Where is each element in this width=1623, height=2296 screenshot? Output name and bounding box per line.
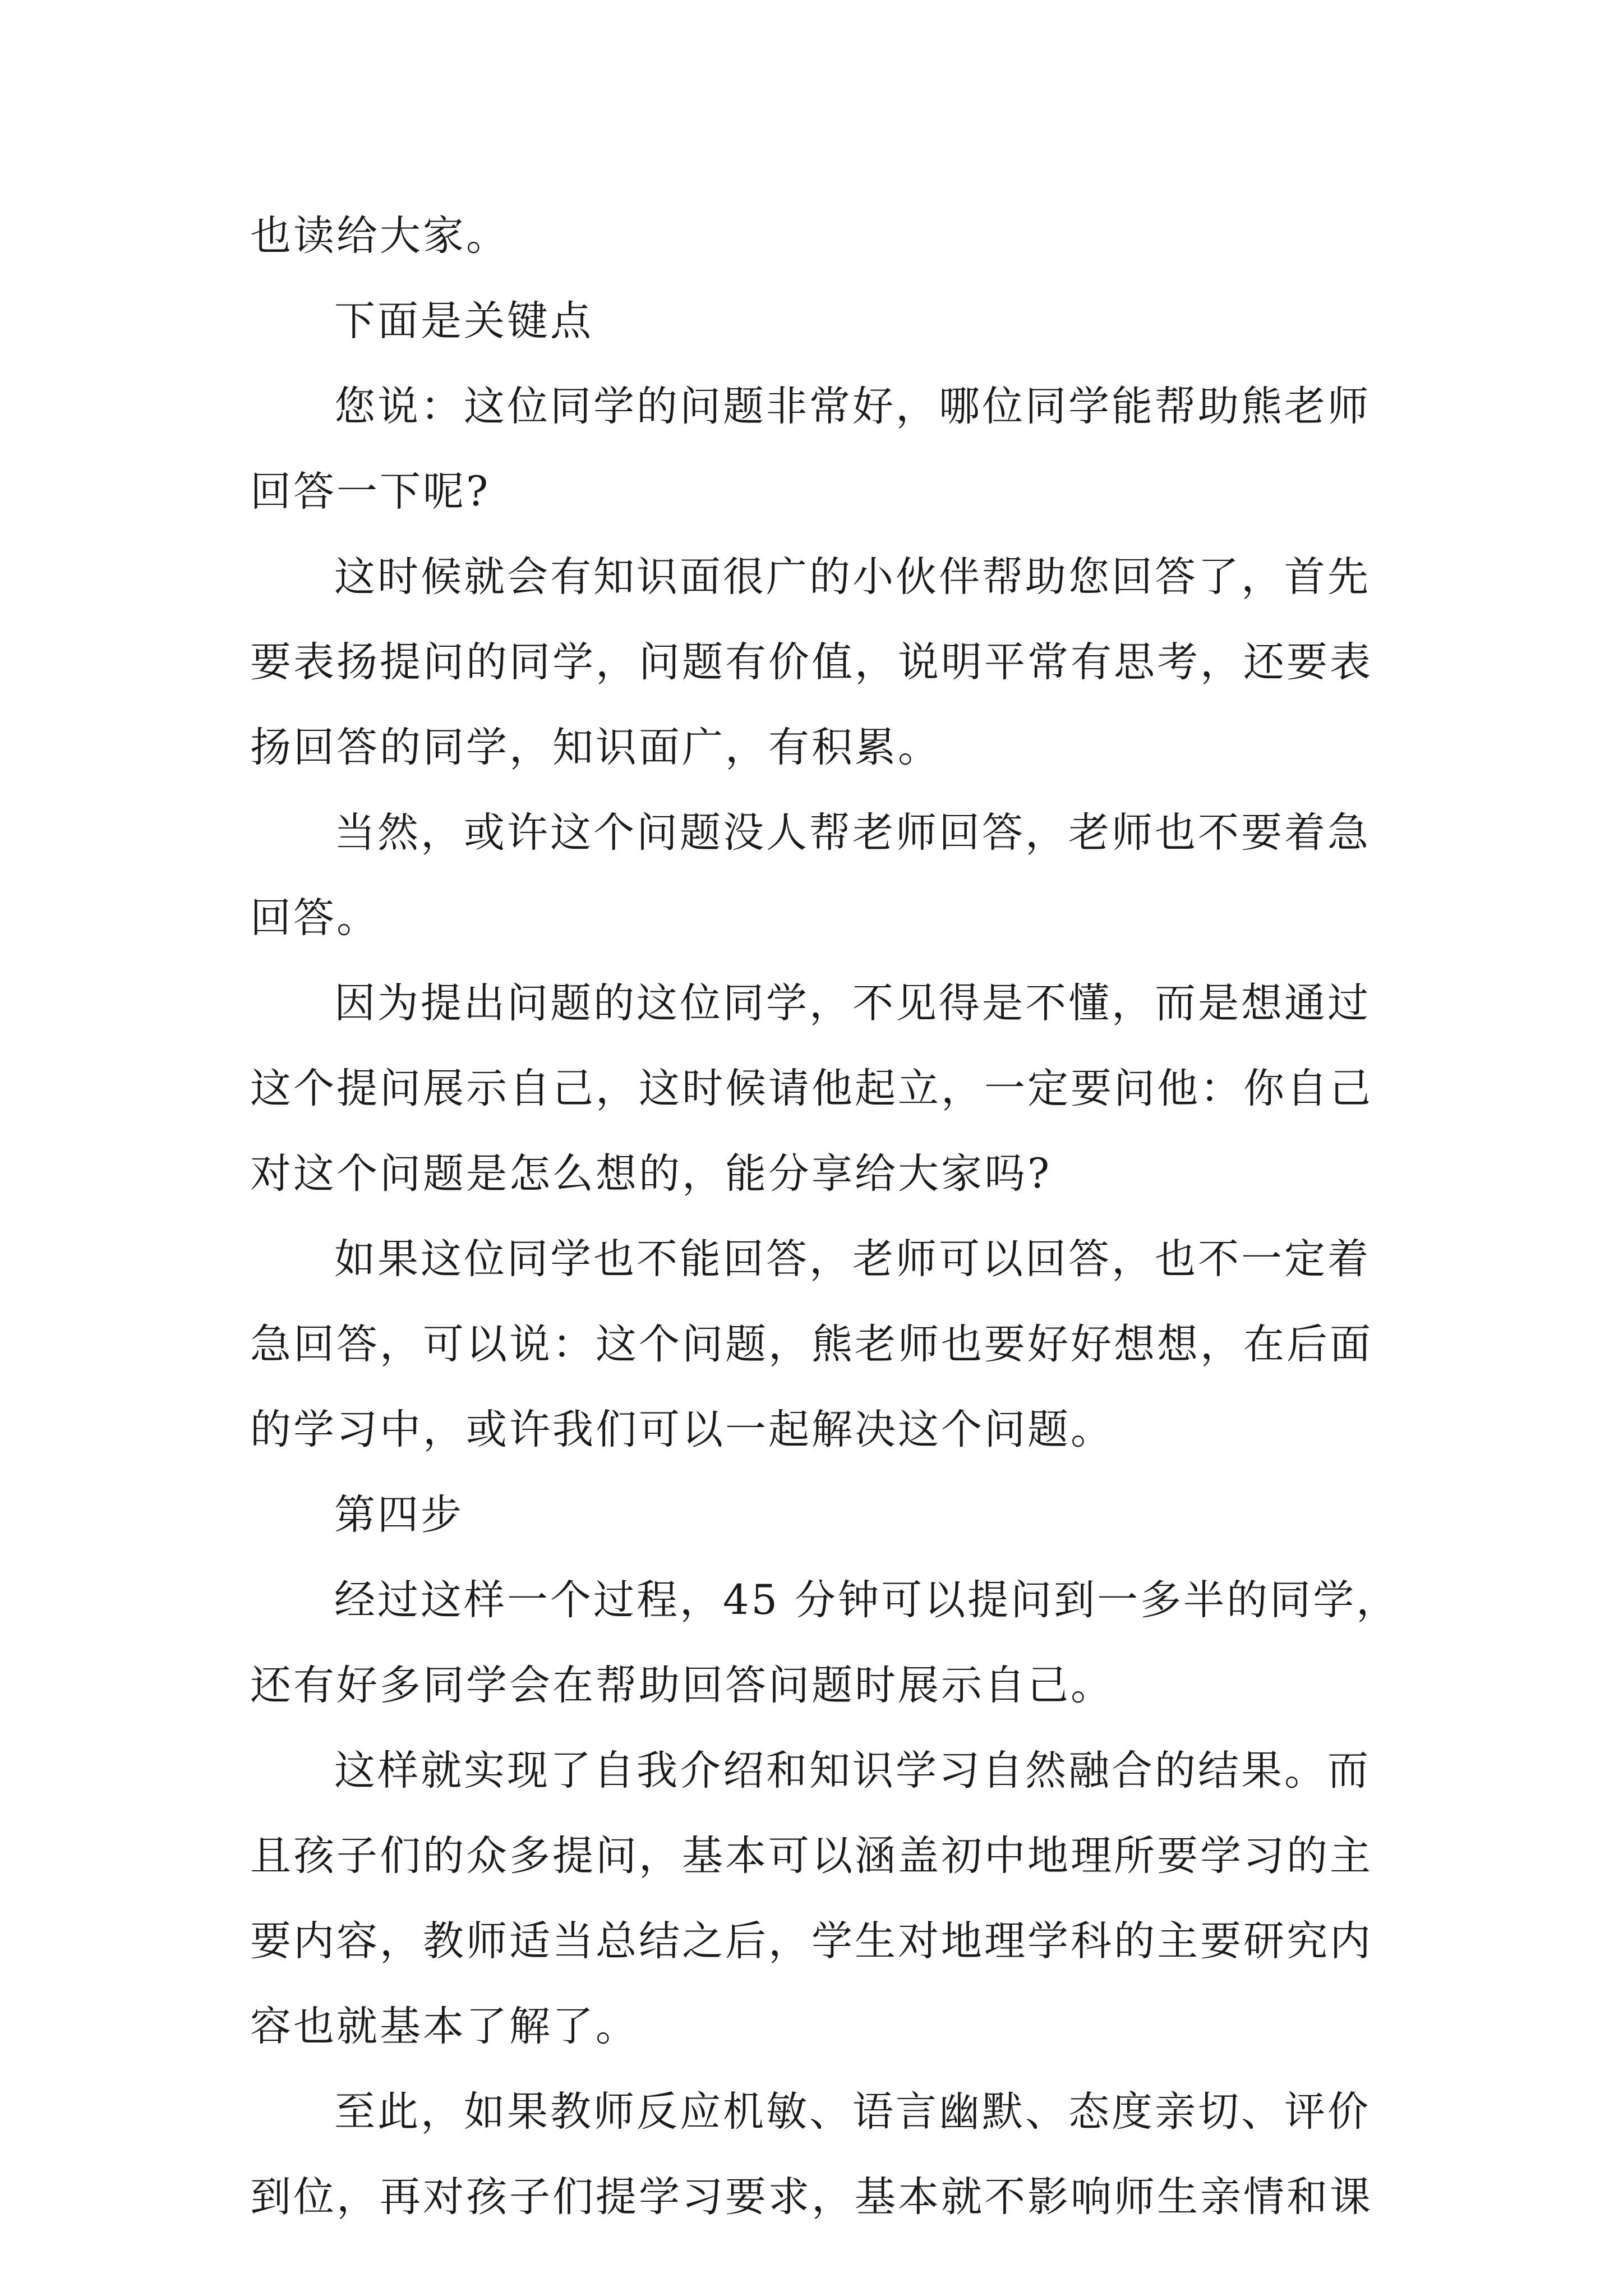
- text-line: 因为提出问题的这位同学，不见得是不懂，而是想通过: [334, 979, 1371, 1027]
- text-line: 您说：这位同学的问题非常好，哪位同学能帮助熊老师: [334, 383, 1371, 430]
- text-line: 如果这位同学也不能回答，老师可以回答，也不一定着: [334, 1235, 1371, 1283]
- text-line: 对这个问题是怎么想的，能分享给大家吗?: [250, 1150, 1052, 1198]
- text-line: 容也就基本了解了。: [250, 2003, 639, 2050]
- paragraph: [250, 535, 1394, 790]
- text-line: 这样就实现了自我介绍和知识学习自然融合的结果。而: [334, 1747, 1371, 1795]
- paragraph: [250, 1217, 1394, 1473]
- text-line: 经过这样一个过程，45 分钟可以提问到一多半的同学，: [334, 1576, 1400, 1624]
- text-line: 第四步: [334, 1491, 464, 1539]
- text-line: 也读给大家。: [250, 212, 509, 260]
- text-line: 回答。: [250, 894, 380, 942]
- text-line: 这个提问展示自己，这时候请他起立，一定要问他：你自己: [250, 1065, 1373, 1112]
- text-line: 要内容，教师适当总结之后，学生对地理学科的主要研究内: [250, 1917, 1373, 1965]
- paragraph: [250, 1558, 1400, 1728]
- text-line: 扬回答的同学，知识面广，有积累。: [250, 724, 941, 771]
- text-line: 的学习中，或许我们可以一起解决这个问题。: [250, 1406, 1114, 1453]
- body-text: [250, 194, 1400, 2240]
- text-line: 这时候就会有知识面很广的小伙伴帮助您回答了，首先: [334, 553, 1371, 601]
- paragraph: [250, 194, 1394, 279]
- text-line: 要表扬提问的同学，问题有价值，说明平常有思考，还要表: [250, 638, 1373, 686]
- paragraph: [250, 2069, 1394, 2240]
- text-line: 到位，再对孩子们提学习要求，基本就不影响师生亲情和课: [250, 2173, 1373, 2221]
- text-line: 当然，或许这个问题没人帮老师回答，老师也不要着急: [334, 809, 1371, 857]
- paragraph: [250, 279, 1394, 364]
- paragraph: [250, 961, 1394, 1217]
- text-line: 至此，如果教师反应机敏、语言幽默、态度亲切、评价: [334, 2088, 1371, 2136]
- paragraph: [250, 1728, 1394, 2069]
- text-line: 还有好多同学会在帮助回答问题时展示自己。: [250, 1662, 1114, 1709]
- paragraph: [250, 364, 1394, 535]
- text-line: 且孩子们的众多提问，基本可以涵盖初中地理所要学习的主: [250, 1832, 1373, 1880]
- paragraph: [250, 1473, 1394, 1558]
- text-line: 下面是关键点: [334, 297, 593, 345]
- paragraph: [250, 790, 1394, 961]
- text-line: 回答一下呢?: [250, 468, 491, 516]
- text-line: 急回答，可以说：这个问题，熊老师也要好好想想，在后面: [250, 1320, 1373, 1368]
